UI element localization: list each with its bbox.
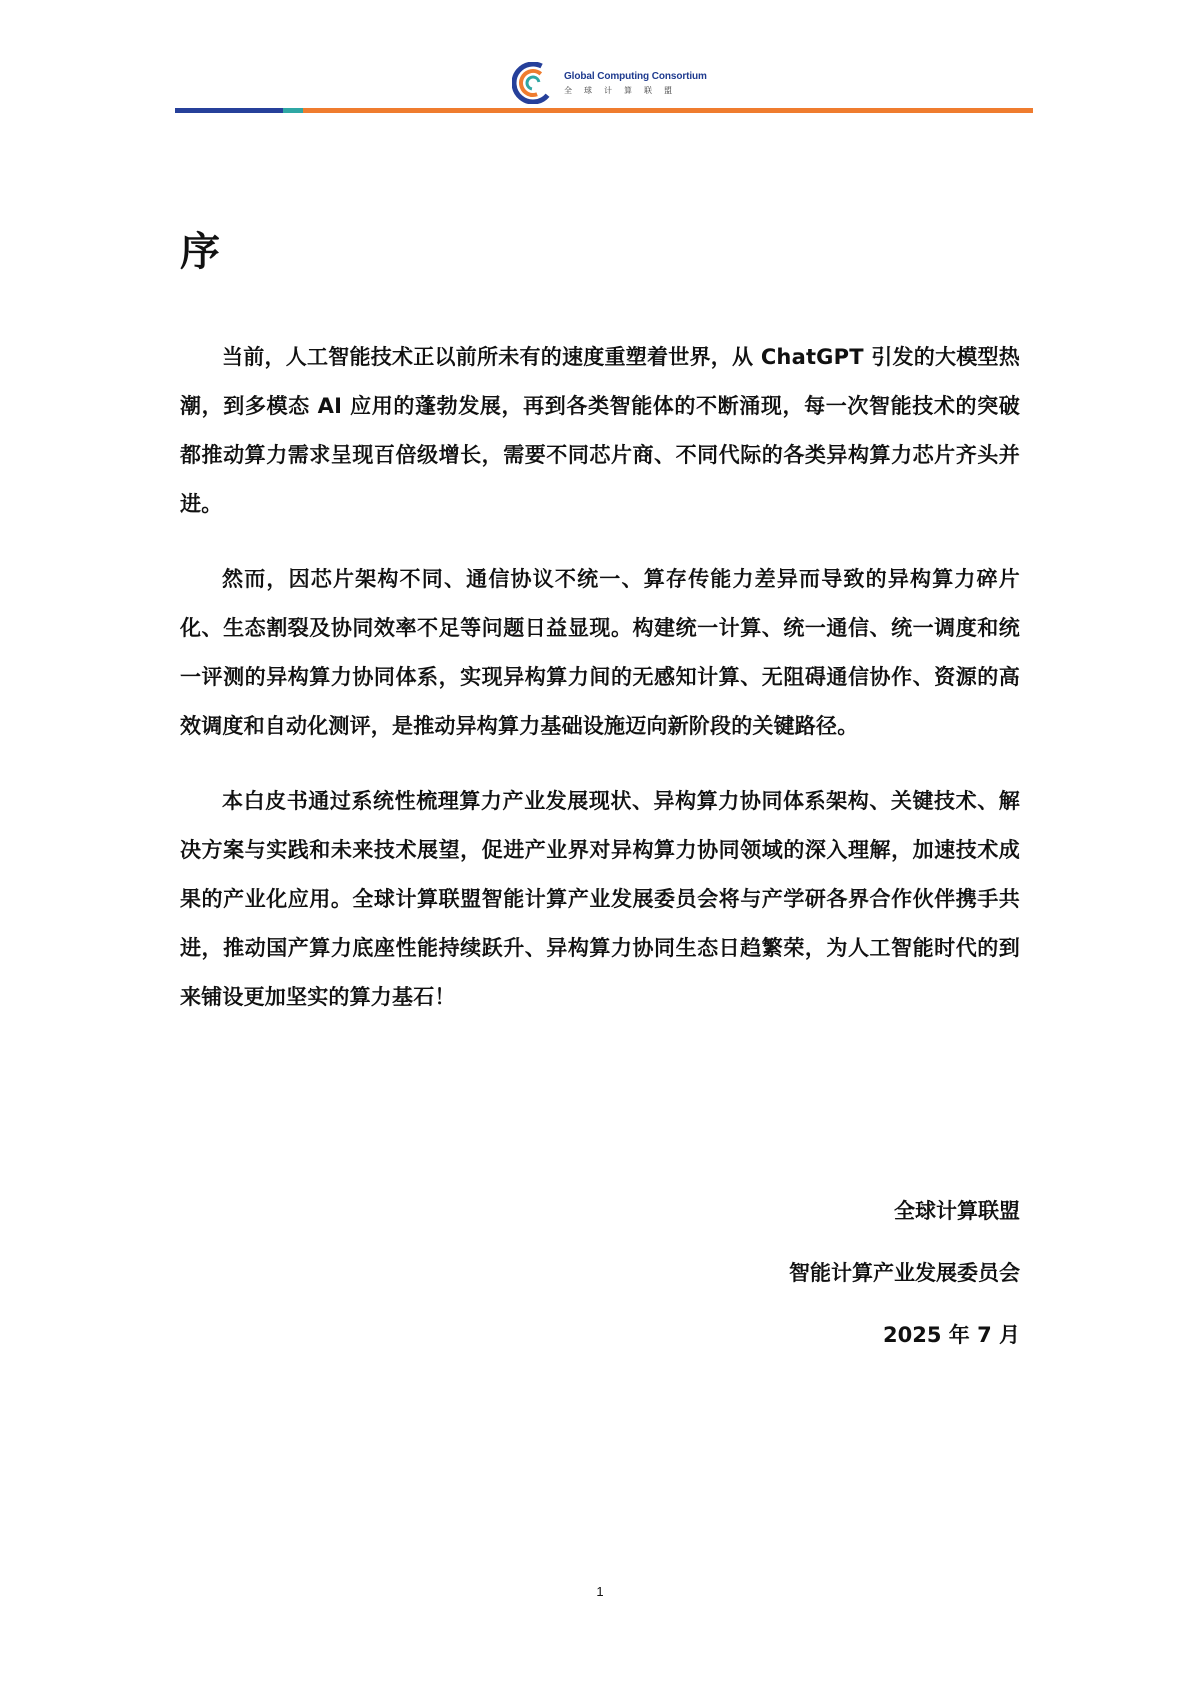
gcc-logo-mark-icon <box>512 62 554 104</box>
preface-paragraph-2: 然而，因芯片架构不同、通信协议不统一、算存传能力差异而导致的异构算力碎片化、生态割裂及协同效率不足等问题日益显现。构建统一计算、统一通信、统一调度和统一评测的异构算力协同体系，实现异构算力间的无感知计算、无阻碍通信协作、资源的高效调度和自动化测评，是推动异构算力基础设施迈向新阶段的关键路径。 <box>180 567 1020 738</box>
page-number: 1 <box>596 1584 604 1599</box>
signature-org: 全球计算联盟 <box>894 1199 1020 1223</box>
header-bar-orange-segment <box>303 108 1033 113</box>
page-header <box>0 0 1200 120</box>
signature-date: 2025 年 7 月 <box>883 1323 1020 1347</box>
header-divider-bar <box>175 108 1033 113</box>
page-title: 序 <box>180 229 220 275</box>
gcc-logo <box>512 60 712 106</box>
signature-committee: 智能计算产业发展委员会 <box>789 1261 1020 1285</box>
preface-body <box>180 333 1020 1048</box>
header-bar-blue-segment <box>175 108 283 113</box>
logo-name-en: Global Computing Consortium <box>564 70 707 82</box>
logo-name-cn: 全球计算联盟 <box>564 85 684 95</box>
signature-block <box>789 1180 1020 1366</box>
logo-text <box>564 71 707 96</box>
header-bar-teal-segment <box>283 108 303 113</box>
preface-paragraph-1: 当前，人工智能技术正以前所未有的速度重塑着世界，从 ChatGPT 引发的大模型热潮，到多模态 AI 应用的蓬勃发展，再到各类智能体的不断涌现，每一次智能技术的突破都推动算力需求呈现百倍级增长，需要不同芯片商、不同代际的各类异构算力芯片齐头并进。 <box>180 345 1020 516</box>
preface-paragraph-3: 本白皮书通过系统性梳理算力产业发展现状、异构算力协同体系架构、关键技术、解决方案与实践和未来技术展望，促进产业界对异构算力协同领域的深入理解，加速技术成果的产业化应用。全球计算联盟智能计算产业发展委员会将与产学研各界合作伙伴携手共进，推动国产算力底座性能持续跃升、异构算力协同生态日趋繁荣，为人工智能时代的到来铺设更加坚实的算力基石！ <box>180 789 1020 1009</box>
